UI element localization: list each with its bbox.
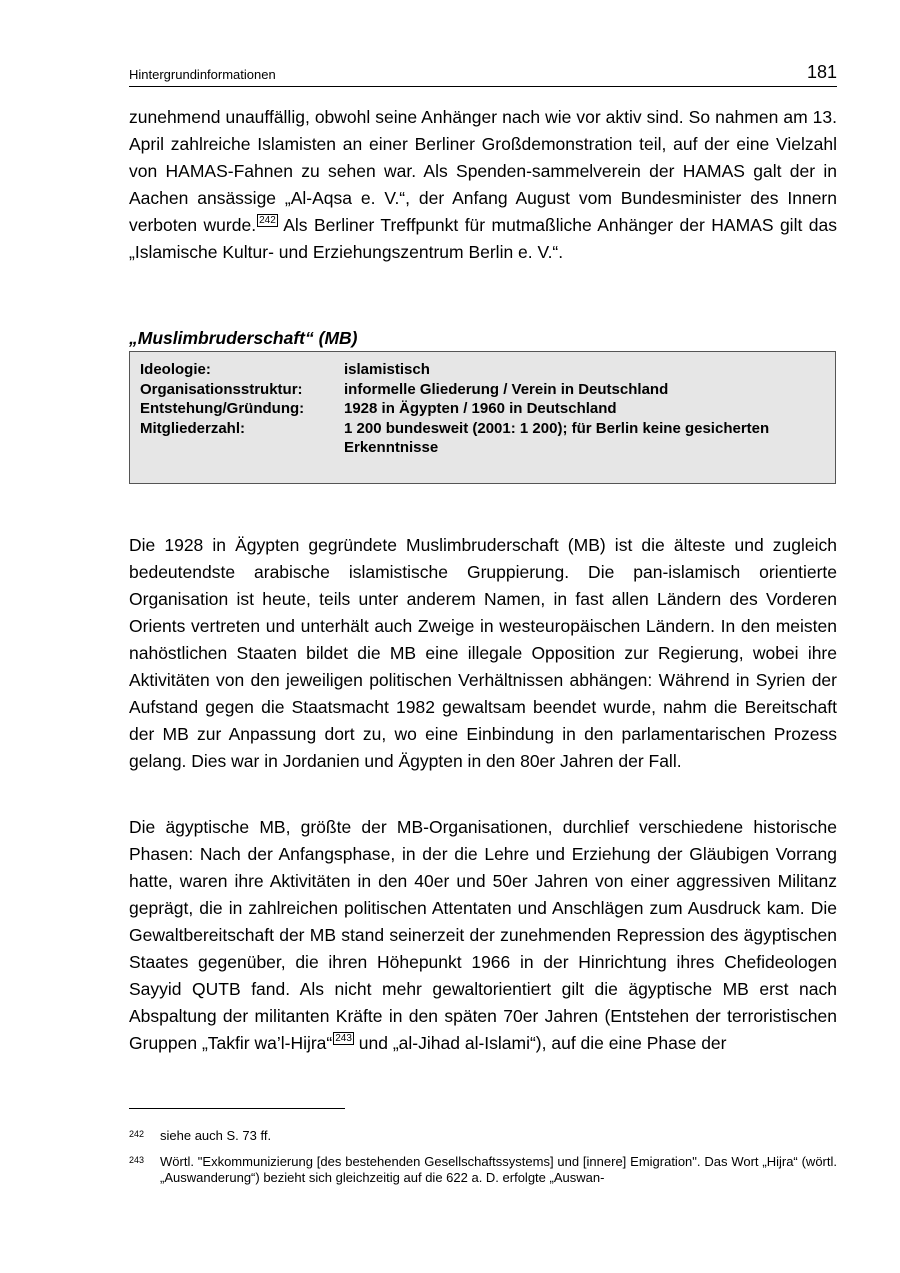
footnote-text: siehe auch S. 73 ff.: [160, 1128, 272, 1143]
footnote-ref-242[interactable]: 242: [259, 215, 276, 226]
paragraph-text: und „al-Jihad al-Islami“), auf die eine Phase der: [353, 1033, 727, 1053]
footnote-ref-243[interactable]: 243: [335, 1033, 352, 1044]
paragraph-text: Als Berliner Treffpunkt für mutmaßliche Anhänger der HAMAS gilt das „Islamische Kultur- und Erziehungszentrum Berlin e. V.“.: [129, 215, 837, 262]
info-value: 1 200 bundesweit (2001: 1 200); für Berlin keine gesicherten Erkenntnisse: [344, 419, 770, 456]
paragraph-text: Die ägyptische MB, größte der MB-Organisationen, durchlief verschiedene historische Phasen: Nach der Anfangsphase, in der die Lehre und Erziehung der Gläubigen Vorrang hatte, waren ihre Aktivitäten in den 40er und 50er Jahren von einer aggressiven Militanz geprägt, die in zahlreichen politischen Attentaten und Anschlägen zum Ausdruck kam. Die Gewaltbereitschaft der MB stand seinerzeit der zunehmenden Repression des ägyptischen Staates gegenüber, die ihren Höhepunkt 1966 in der Hinrichtung ihres Chefideologen Sayyid QUTB fand. Als nicht mehr gewaltorientiert gilt die ägyptische MB erst nach Abspaltung der militanten Kräfte in den späten 70er Jahren (Entstehen der terroristischen Gruppen „Takfir wa’l-Hijra“: [129, 817, 837, 1053]
section-title: „Muslimbruderschaft“ (MB): [129, 328, 358, 348]
info-value: informelle Gliederung / Verein in Deutschland: [344, 380, 669, 398]
info-value: 1928 in Ägypten / 1960 in Deutschland: [344, 400, 617, 417]
info-label: Entstehung/Gründung:: [140, 400, 305, 417]
paragraph-text: zunehmend unauffällig, obwohl seine Anhänger nach wie vor aktiv sind. So nahmen am 13. April zahlreiche Islamisten an einer Berliner Großdemonstration teil, auf der eine Vielzahl von HAMAS-Fahnen zu sehen war. Als Spenden-sammelverein der HAMAS galt der in Aachen ansässige „Al-Aqsa e. V.“, der Anfang August vom Bundesminister des Innern verboten wurde.: [129, 107, 837, 235]
paragraph-mb-egypt: [129, 814, 837, 1057]
paragraph-hamas: [129, 104, 837, 266]
info-box: [129, 351, 836, 484]
info-label: Ideologie:: [140, 361, 211, 378]
info-label: Mitgliederzahl:: [140, 419, 246, 437]
info-value: islamistisch: [344, 361, 430, 378]
footnote-separator: [129, 1108, 345, 1109]
footnote-number: 243: [129, 1155, 145, 1165]
paragraph-mb-overview: Die 1928 in Ägypten gegründete Muslimbruderschaft (MB) ist die älteste und zugleich bedeutendste arabische islamistische Gruppierung. Die pan-islamisch orientierte Organisation ist heute, teils unter anderem Namen, in fast allen Ländern des Vorderen Orients vertreten und unterhält auch Zweige in westeuropäischen Ländern. In den meisten nahöstlichen Staaten bildet die MB eine illegale Opposition zur Regierung, wobei ihre Aktivitäten von den jeweiligen politischen Verhältnissen abhängen: Während in Syrien der Aufstand gegen die Staatsmacht 1982 gewaltsam beendet wurde, nahm die Bereitschaft der MB zur Anpassung dort zu, wo eine Einbindung in den parlamentarischen Prozess gelang. Dies war in Jordanien und Ägypten in den 80er Jahren der Fall.: [129, 535, 837, 771]
page-number: 181: [806, 62, 837, 82]
info-label: Organisationsstruktur:: [140, 380, 303, 398]
footnote-number: 242: [129, 1129, 145, 1139]
running-title: Hintergrundinformationen: [129, 67, 276, 82]
page-header: [129, 62, 837, 87]
footnote-text: Wörtl. "Exkommunizierung [des bestehenden Gesellschaftssystems] und [innere] Emigration". Das Wort „Hijra“ (wörtl. „Auswanderung“) bezieht sich gleichzeitig auf die 622 a. D. erfolgte „Auswan-: [160, 1154, 837, 1185]
